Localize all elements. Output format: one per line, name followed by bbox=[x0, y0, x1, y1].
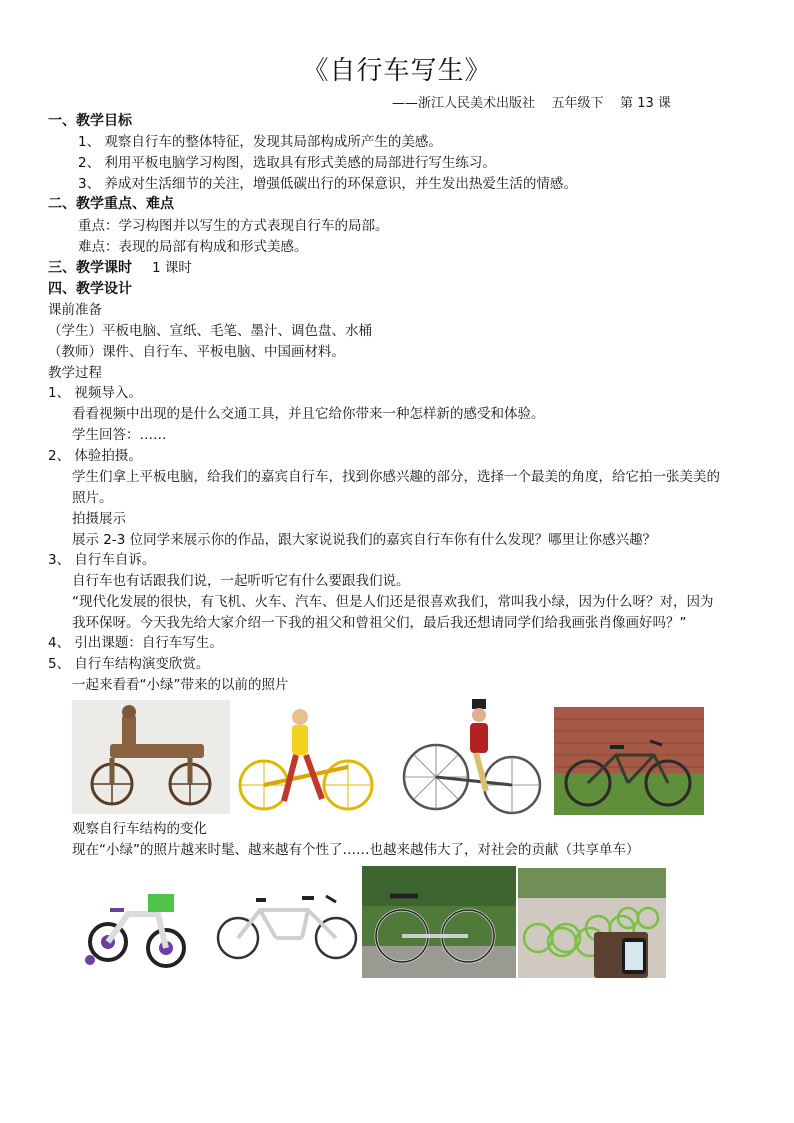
step-2-show: 展示 2-3 位同学来展示你的作品，跟大家说说我们的嘉宾自行车你有什么发现？哪里让你感兴趣？ bbox=[72, 532, 657, 548]
now-text: 现在“小绿”的照片越来时髦、越来越有个性了……也越来越伟大了，对社会的贡献（共享单车） bbox=[72, 842, 640, 858]
step-5-text: 一起来看看“小绿”带来的以前的照片 bbox=[72, 677, 289, 693]
step-1-text: 看看视频中出现的是什么交通工具，并且它给你带来一种怎样新的感受和体验。 bbox=[72, 406, 545, 422]
step-2-title: 2、 体验拍摄。 bbox=[48, 448, 142, 464]
section-heading-design: 四、教学设计 bbox=[48, 281, 132, 297]
prep-label: 课前准备 bbox=[48, 302, 102, 318]
page-subtitle: ——浙江人民美术出版社 五年级下 第 13 课 bbox=[392, 96, 671, 111]
page-title: 《自行车写生》 bbox=[302, 56, 492, 86]
step-3-quote: “现代化发展的很快，有飞机、火车、汽车、但是人们还是很喜欢我们，常叫我小绿，因为什么呀？对，因为 bbox=[72, 594, 714, 610]
goal-item: 1、 观察自行车的整体特征，发现其局部构成所产生的美感。 bbox=[78, 134, 442, 150]
difficult-point-text: 难点：表现的局部有构成和形式美感。 bbox=[78, 239, 308, 255]
photo-tandem-bicycle bbox=[216, 880, 358, 970]
step-3-text: 自行车也有话跟我们说，一起听听它有什么要跟我们说。 bbox=[72, 573, 410, 589]
photo-draisine-rider bbox=[234, 705, 380, 815]
step-2-text: 照片。 bbox=[72, 490, 113, 506]
section-heading-goals: 一、教学目标 bbox=[48, 113, 132, 129]
key-point-text: 重点：学习构图并以写生的方式表现自行车的局部。 bbox=[78, 218, 389, 234]
photo-velocipede-rider bbox=[400, 697, 548, 817]
section-heading-key-points: 二、教学重点、难点 bbox=[48, 196, 174, 212]
photo-wooden-bicycle bbox=[72, 700, 230, 814]
goal-item: 2、 利用平板电脑学习构图，选取具有形式美感的局部进行写生练习。 bbox=[78, 155, 496, 171]
hours-value: 1 课时 bbox=[152, 260, 192, 276]
photo-old-bicycle-brick-wall bbox=[554, 707, 704, 815]
goal-item: 3、 养成对生活细节的关注，增强低碳出行的环保意识，并生发出热爱生活的情感。 bbox=[78, 176, 577, 192]
process-label: 教学过程 bbox=[48, 365, 102, 381]
step-3-quote: 我环保呀。今天我先给大家介绍一下我的祖父和曾祖父们，最后我还想请同学们给我画张肖像画好吗？” bbox=[72, 615, 687, 631]
step-4-title: 4、 引出课题：自行车写生。 bbox=[48, 635, 223, 651]
photo-folding-bicycle bbox=[362, 866, 516, 978]
step-1-title: 1、 视频导入。 bbox=[48, 385, 142, 401]
step-3-title: 3、 自行车自诉。 bbox=[48, 552, 156, 568]
prep-students: （学生）平板电脑、宣纸、毛笔、墨汁、调色盘、水桶 bbox=[48, 323, 372, 339]
section-heading-hours: 三、教学课时 bbox=[48, 260, 132, 276]
step-1-answer: 学生回答：…… bbox=[72, 427, 167, 443]
photo-shared-bicycles bbox=[518, 868, 666, 978]
step-2-subtitle: 拍摄展示 bbox=[72, 511, 126, 527]
step-5-title: 5、 自行车结构演变欣赏。 bbox=[48, 656, 210, 672]
prep-teacher: （教师）课件、自行车、平板电脑、中国画材料。 bbox=[48, 344, 345, 360]
step-2-text: 学生们拿上平板电脑，给我们的嘉宾自行车，找到你感兴趣的部分，选择一个最美的角度，给它拍一张美美的 bbox=[72, 469, 720, 485]
photo-kids-bicycle bbox=[80, 872, 188, 978]
observe-text: 观察自行车结构的变化 bbox=[72, 821, 207, 837]
